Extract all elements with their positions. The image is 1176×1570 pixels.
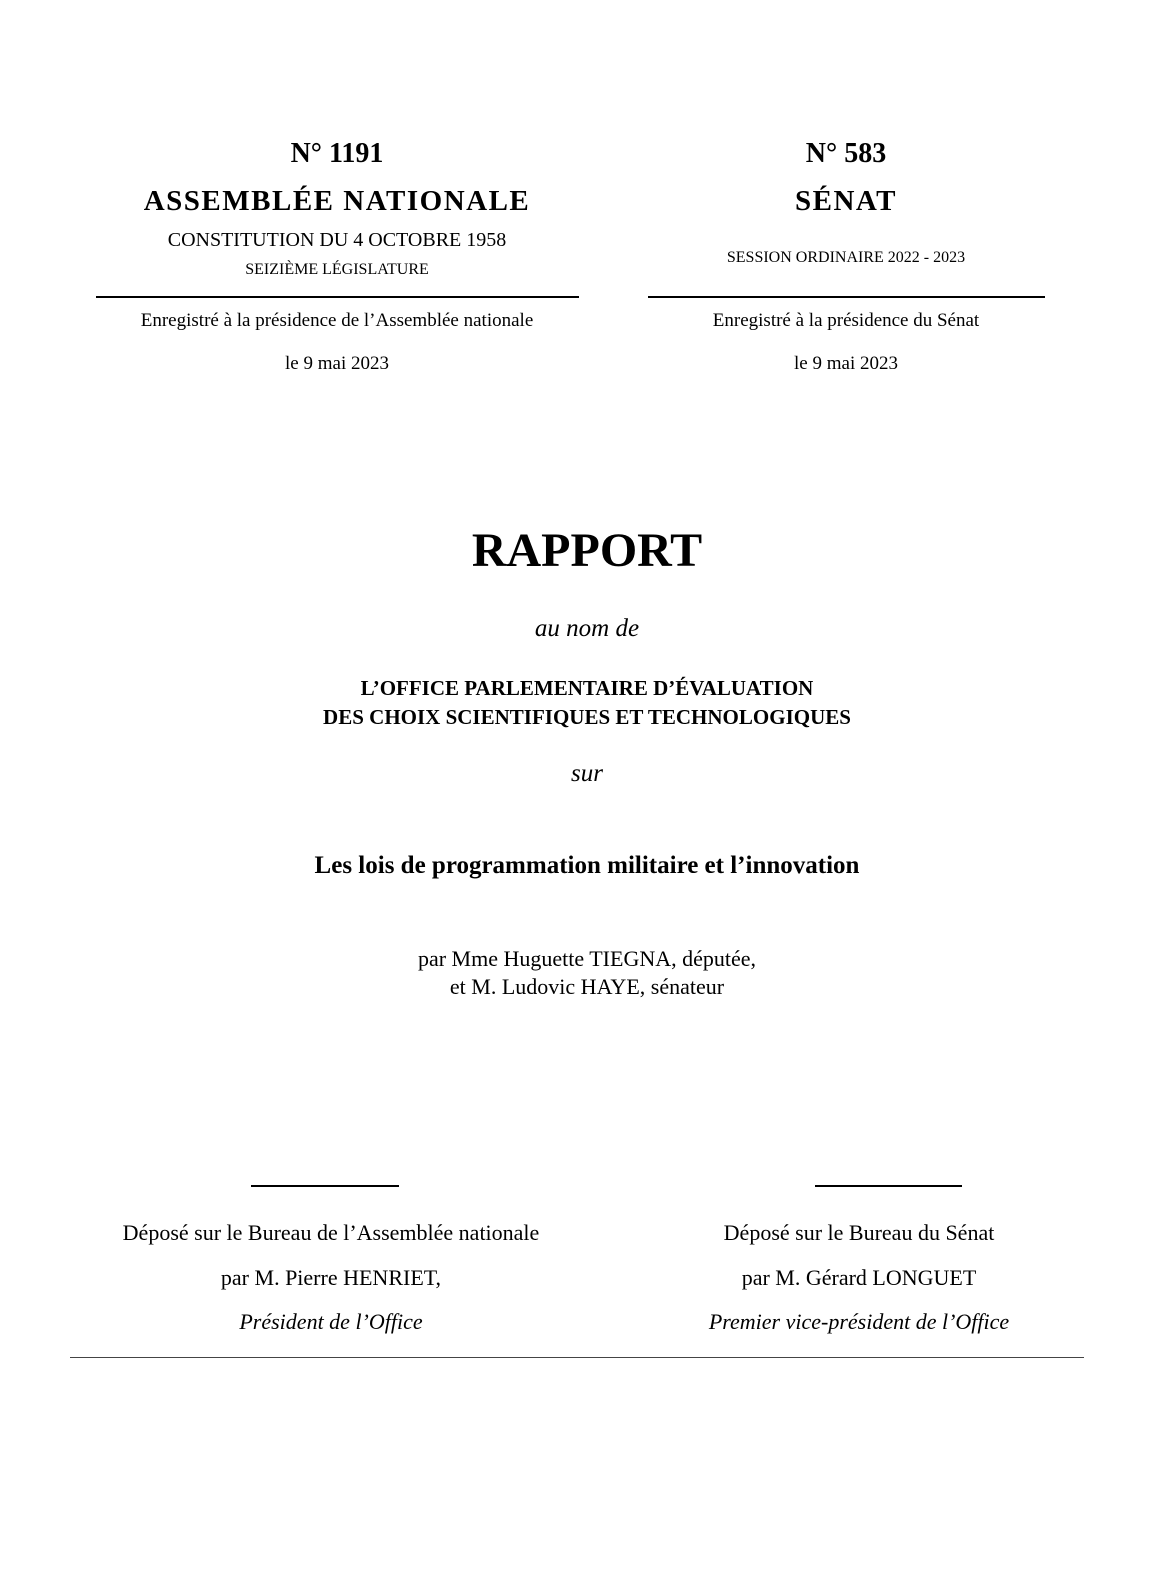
office-line-2: DES CHOIX SCIENTIFIQUES ET TECHNOLOGIQUES xyxy=(323,705,851,729)
senat-date: le 9 mai 2023 xyxy=(794,353,898,374)
depot-senat-rule xyxy=(815,1185,962,1187)
authors-line-2: et M. Ludovic HAYE, sénateur xyxy=(449,974,725,999)
senat-header-rule xyxy=(648,296,1045,298)
senat-number: N° 583 xyxy=(805,138,887,169)
an-header-rule xyxy=(96,296,579,298)
au-nom-de: au nom de xyxy=(534,615,640,642)
an-legislature: SEIZIÈME LÉGISLATURE xyxy=(245,261,429,278)
report-title: RAPPORT xyxy=(471,524,703,577)
senat-name: SÉNAT xyxy=(794,185,898,217)
an-enregistre: Enregistré à la présidence de l’Assemblée nationale xyxy=(140,310,534,331)
an-date: le 9 mai 2023 xyxy=(285,353,389,374)
an-constitution: CONSTITUTION DU 4 OCTOBRE 1958 xyxy=(167,229,507,251)
depot-senat-line-1: Déposé sur le Bureau du Sénat xyxy=(723,1220,995,1245)
authors-line-1: par Mme Huguette TIEGNA, députée, xyxy=(417,946,757,971)
an-number: N° 1191 xyxy=(290,138,384,169)
footer-rule xyxy=(70,1357,1084,1358)
depot-senat-line-3: Premier vice-président de l’Office xyxy=(708,1309,1010,1334)
office-line-1: L’OFFICE PARLEMENTAIRE D’ÉVALUATION xyxy=(360,676,814,700)
sur: sur xyxy=(571,760,603,787)
an-name: ASSEMBLÉE NATIONALE xyxy=(143,185,531,217)
report-subject: Les lois de programmation militaire et l’innovation xyxy=(314,852,860,879)
depot-an-line-1: Déposé sur le Bureau de l’Assemblée nationale xyxy=(122,1220,540,1245)
senat-enregistre: Enregistré à la présidence du Sénat xyxy=(712,310,980,331)
senat-session: SESSION ORDINAIRE 2022 - 2023 xyxy=(726,249,966,266)
depot-senat-line-2: par M. Gérard LONGUET xyxy=(741,1265,977,1290)
depot-an-line-2: par M. Pierre HENRIET, xyxy=(220,1265,442,1290)
depot-an-rule xyxy=(251,1185,399,1187)
depot-an-line-3: Président de l’Office xyxy=(239,1309,423,1334)
